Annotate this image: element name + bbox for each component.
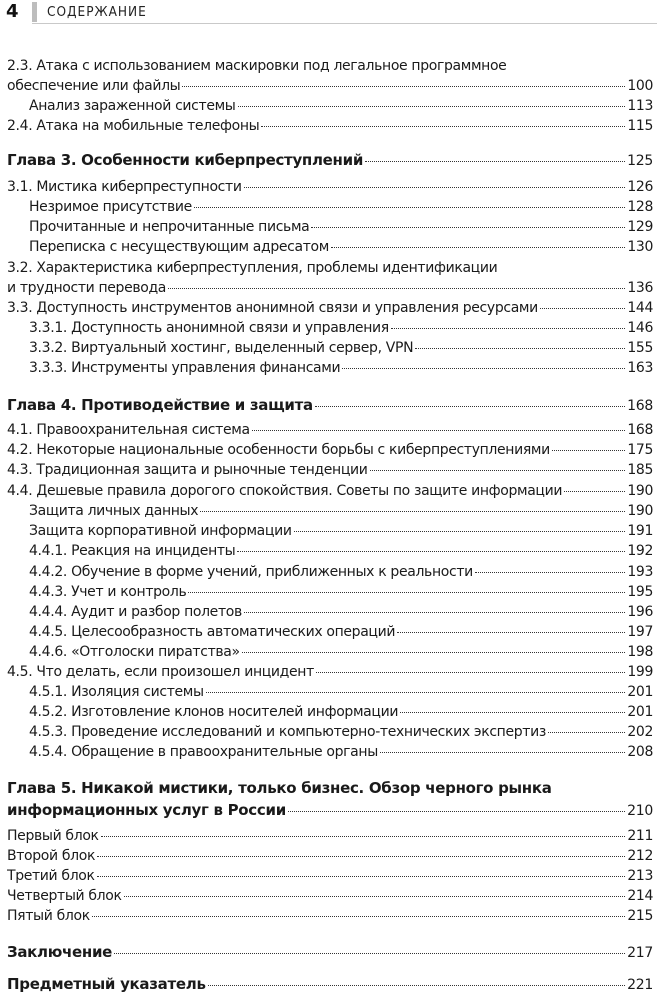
leader-dots [261, 126, 625, 127]
toc-entry-title: 4.5.1. Изоляция системы [29, 684, 204, 700]
leader-dots [391, 328, 626, 329]
leader-dots [315, 406, 625, 407]
toc-entry-page: 155 [627, 340, 653, 356]
leader-dots [182, 86, 625, 87]
toc-entry-title: 4.3. Традиционная защита и рыночные тенденции [7, 462, 368, 478]
toc-entry[interactable] [7, 521, 653, 541]
leader-dots [400, 712, 625, 713]
leader-dots [294, 531, 626, 532]
toc-entry[interactable] [7, 177, 653, 197]
toc-entry-page: 214 [627, 888, 653, 904]
toc-entry-title: 3.3. Доступность инструментов анонимной связи и управления ресурсами [7, 300, 538, 316]
toc-entry[interactable] [7, 562, 653, 582]
toc-entry[interactable] [7, 846, 653, 866]
toc-entry[interactable] [7, 702, 653, 722]
toc-entry[interactable] [7, 582, 653, 602]
toc-entry-title: Глава 3. Особенности киберпреступлений [7, 151, 364, 169]
toc-entry-title: 3.3.2. Виртуальный хостинг, выделенный сервер, VPN [29, 340, 414, 356]
toc-entry-title: Заключение [7, 943, 113, 961]
toc-entry-page: 125 [627, 153, 653, 169]
toc-entry[interactable] [7, 826, 653, 846]
toc-entry-page: 217 [627, 945, 653, 961]
leader-dots [97, 876, 626, 877]
toc-entry-page: 128 [627, 199, 653, 215]
toc-entry[interactable] [7, 906, 653, 926]
toc-entry-page: 192 [627, 543, 653, 559]
toc-entry-title: и трудности перевода [7, 280, 167, 296]
toc-entry[interactable] [7, 440, 653, 460]
toc-entry[interactable] [7, 420, 653, 440]
toc-entry-title: Третий блок [7, 868, 95, 884]
toc-entry-title: Глава 4. Противодействие и защита [7, 396, 313, 414]
toc-entry-title: 4.5.3. Проведение исследований и компьютерно-технических экспертиз [29, 724, 546, 740]
toc-chapter[interactable] [7, 974, 653, 995]
toc-entry-page: 213 [627, 868, 653, 884]
toc-chapter[interactable] [7, 150, 653, 171]
leader-dots [97, 856, 625, 857]
toc-entry-page: 100 [627, 78, 653, 94]
toc-entry[interactable] [7, 217, 653, 237]
leader-dots [238, 106, 626, 107]
toc-entry[interactable] [7, 886, 653, 906]
toc-entry[interactable] [7, 116, 653, 136]
toc-entry-title: Предметный указатель [7, 975, 206, 993]
toc-entry-page: 190 [627, 503, 653, 519]
toc-entry-title: информационных услуг в России [7, 801, 286, 819]
toc-entry-page: 168 [627, 422, 653, 438]
leader-dots [252, 430, 626, 431]
toc-entry-page: 129 [627, 219, 653, 235]
leader-dots [124, 896, 626, 897]
toc-entry-page: 198 [627, 644, 653, 660]
leader-dots [92, 916, 626, 917]
toc-entry-page: 215 [627, 908, 653, 924]
toc-entry-page: 168 [627, 398, 653, 414]
toc-chapter-line1: Глава 5. Никакой мистики, только бизнес. Обзор черного рынка [7, 779, 552, 797]
leader-dots [540, 308, 625, 309]
toc-entry-page: 136 [627, 280, 653, 296]
toc-entry-title: Первый блок [7, 828, 99, 844]
toc-entry[interactable] [7, 662, 653, 682]
toc-entry-page: 185 [627, 462, 653, 478]
leader-dots [168, 288, 625, 289]
running-header [0, 0, 657, 30]
leader-dots [101, 836, 626, 837]
toc-entry-page: 191 [627, 523, 653, 539]
toc-entry[interactable] [7, 460, 653, 480]
toc-entry-page: 130 [627, 239, 653, 255]
section-title: СОДЕРЖАНИЕ [47, 4, 147, 20]
toc-entry[interactable] [7, 541, 653, 561]
leader-dots [365, 161, 625, 162]
leader-dots [475, 572, 625, 573]
toc-entry-title: Защита корпоративной информации [29, 523, 292, 539]
leader-dots [208, 985, 626, 986]
toc-entry-page: 163 [627, 360, 653, 376]
toc-entry-title: 3.3.3. Инструменты управления финансами [29, 360, 341, 376]
leader-dots [370, 470, 626, 471]
leader-dots [188, 592, 625, 593]
toc-entry[interactable] [7, 682, 653, 702]
toc-entry-title: 4.1. Правоохранительная система [7, 422, 250, 438]
toc-entry-page: 201 [627, 704, 653, 720]
leader-dots [194, 207, 625, 208]
toc-entry[interactable] [7, 96, 653, 116]
toc-entry-page: 208 [627, 744, 653, 760]
toc-entry[interactable] [7, 622, 653, 642]
toc-entry-page: 146 [627, 320, 653, 336]
toc-entry-page: 196 [627, 604, 653, 620]
toc-entry-title: 4.5.4. Обращение в правоохранительные органы [29, 744, 378, 760]
toc-entry-title: Прочитанные и непрочитанные письма [29, 219, 310, 235]
toc-entry-title: 4.4.1. Реакция на инциденты [29, 543, 236, 559]
toc-entry-page: 190 [627, 483, 653, 499]
toc-entry[interactable] [7, 602, 653, 622]
toc-entry-title: 3.3.1. Доступность анонимной связи и управления [29, 320, 389, 336]
toc-entry-title: 3.1. Мистика киберпреступности [7, 179, 242, 195]
toc-chapter[interactable] [7, 942, 653, 963]
toc-entry[interactable] [7, 642, 653, 662]
toc-entry[interactable] [7, 722, 653, 742]
header-accent-bar [32, 2, 37, 22]
toc-entry-line1: 3.2. Характеристика киберпреступления, проблемы идентификации [7, 260, 498, 276]
leader-dots [114, 953, 625, 954]
toc-entry-title: 4.4.6. «Отголоски пиратства» [29, 644, 240, 660]
toc-chapter[interactable] [7, 800, 653, 821]
toc-entry[interactable] [7, 358, 653, 378]
toc-entry-title: 2.4. Атака на мобильные телефоны [7, 118, 260, 134]
leader-dots [242, 652, 626, 653]
toc-entry-title: Анализ зараженной системы [29, 98, 236, 114]
toc-entry-page: 193 [627, 564, 653, 580]
leader-dots [206, 692, 626, 693]
leader-dots [288, 811, 625, 812]
toc-entry-title: Четвертый блок [7, 888, 122, 904]
leader-dots [237, 551, 625, 552]
toc-entry-title: 4.5. Что делать, если произошел инцидент [7, 664, 314, 680]
leader-dots [552, 450, 625, 451]
toc-entry[interactable] [7, 866, 653, 886]
toc-entry-page: 195 [627, 584, 653, 600]
toc-entry-page: 212 [627, 848, 653, 864]
toc-entry-page: 115 [627, 118, 653, 134]
toc-entry-page: 211 [627, 828, 653, 844]
toc-entry[interactable] [7, 197, 653, 217]
toc-entry-page: 113 [627, 98, 653, 114]
toc-entry[interactable] [7, 318, 653, 338]
toc-entry-title: Защита личных данных [29, 503, 199, 519]
toc-entry-title: 4.5.2. Изготовление клонов носителей информации [29, 704, 399, 720]
toc-entry-title: Пятый блок [7, 908, 90, 924]
leader-dots [244, 187, 626, 188]
toc-entry-title: Незримое присутствие [29, 199, 192, 215]
toc-entry-title: обеспечение или файлы [7, 78, 181, 94]
leader-dots [311, 227, 625, 228]
toc-entry[interactable] [7, 338, 653, 358]
toc-entry[interactable] [7, 501, 653, 521]
toc-entry-title: 4.4.5. Целесообразность автоматических операций [29, 624, 396, 640]
header-rule [32, 23, 657, 24]
toc-entry[interactable] [7, 742, 653, 762]
leader-dots [342, 368, 625, 369]
toc-entry-page: 175 [627, 442, 653, 458]
leader-dots [316, 672, 625, 673]
toc-entry-title: Переписка с несуществующим адресатом [29, 239, 329, 255]
toc-entry-title: 4.2. Некоторые национальные особенности борьбы с киберпреступлениями [7, 442, 550, 458]
toc-entry[interactable] [7, 278, 653, 298]
leader-dots [415, 348, 625, 349]
toc-entry-page: 126 [627, 179, 653, 195]
toc-entry-title: 4.4.3. Учет и контроль [29, 584, 187, 600]
leader-dots [397, 632, 625, 633]
toc-entry-title: 4.4.4. Аудит и разбор полетов [29, 604, 242, 620]
leader-dots [564, 491, 625, 492]
toc-chapter[interactable] [7, 395, 653, 416]
toc-entry[interactable] [7, 298, 653, 318]
toc-entry[interactable] [7, 237, 653, 257]
leader-dots [331, 247, 625, 248]
toc-entry-title: Второй блок [7, 848, 96, 864]
toc-entry-line1: 2.3. Атака с использованием маскировки под легальное программное [7, 58, 507, 74]
leader-dots [200, 511, 625, 512]
toc-entry-page: 199 [627, 664, 653, 680]
toc-entry-title: 4.4. Дешевые правила дорогого спокойствия. Советы по защите информации [7, 483, 563, 499]
leader-dots [244, 612, 625, 613]
toc-entry-page: 201 [627, 684, 653, 700]
leader-dots [548, 732, 625, 733]
toc-entry[interactable] [7, 481, 653, 501]
page-number: 4 [6, 1, 19, 22]
toc-entry-page: 144 [627, 300, 653, 316]
toc-entry-page: 202 [627, 724, 653, 740]
toc-entry-page: 221 [627, 977, 653, 993]
leader-dots [380, 752, 625, 753]
toc-entry[interactable] [7, 76, 653, 96]
toc-entry-title: 4.4.2. Обучение в форме учений, приближенных к реальности [29, 564, 473, 580]
toc-entry-page: 197 [627, 624, 653, 640]
toc-entry-page: 210 [627, 803, 653, 819]
